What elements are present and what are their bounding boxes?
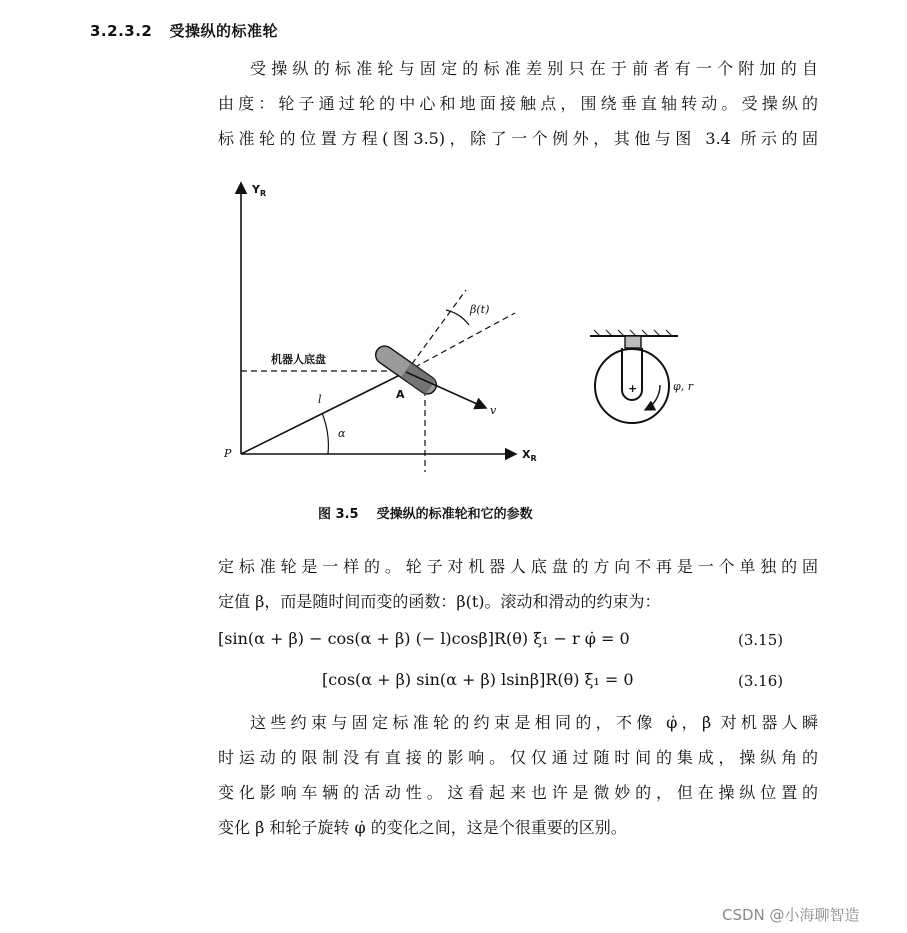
paragraph-discussion — [218, 705, 818, 845]
x-axis-label: $X_R$ — [522, 448, 537, 463]
text-line: 变化影响车辆的活动性。这看起来也许是微妙的，但在操纵位置的 — [218, 783, 818, 802]
wheel-center-mark: + — [628, 382, 638, 395]
equation-3-16: [cos(α + β) sin(α + β) lsinβ]R(θ) ξ̇₁ = 0 — [322, 670, 634, 689]
text-line: 定标准轮是一样的。轮子对机器人底盘的方向不再是一个单独的固 — [218, 557, 818, 576]
text-line: 标准轮的位置方程(图3.5)，除了一个例外，其他与图 3.4 所示的固 — [218, 129, 818, 148]
arm-line — [241, 372, 406, 454]
text-line: 变化 β̇ 和轮子旋转 φ̇ 的变化之间，这是个很重要的区别。 — [218, 818, 627, 837]
text-line: 由度：轮子通过轮的中心和地面接触点，围绕垂直轴转动。受操纵的 — [218, 94, 818, 113]
origin-label: P — [224, 447, 232, 460]
alpha-label: α — [338, 427, 346, 440]
velocity-label: v — [490, 404, 497, 417]
watermark: CSDN @小海聊智造 — [722, 906, 860, 924]
wheel-axis-dashed — [406, 290, 466, 372]
caption-number: 图 3.5 — [318, 507, 359, 522]
y-axis-label: $Y_R$ — [252, 183, 267, 198]
arm-extension-dashed — [406, 313, 515, 372]
figure-caption — [318, 503, 533, 522]
equation-number: (3.16) — [738, 672, 784, 690]
chassis-label: 机器人底盘 — [271, 353, 326, 366]
section-number: 3.2.3.2 — [90, 22, 153, 40]
text-line: 定值 β，而是随时间而变的函数：β(t)。滚动和滑动的约束为： — [218, 592, 661, 611]
equation-number: (3.15) — [738, 631, 784, 649]
equation-3-15: [sin(α + β) − cos(α + β) (− l)cosβ]R(θ) ξ̇₁ − r φ̇ = 0 — [218, 629, 630, 648]
text-line: 时运动的限制没有直接的影响。仅仅通过随时间的集成，操纵角的 — [218, 748, 818, 767]
arm-length-label: l — [318, 393, 322, 406]
wheel-rotation-label: φ, r — [673, 380, 693, 393]
text-line: 受操纵的标准轮与固定的标准差别只在于前者有一个附加的自 — [250, 59, 818, 78]
caption-text: 受操纵的标准轮和它的参数 — [376, 507, 533, 522]
beta-label: β(t) — [470, 303, 490, 316]
point-a-label: A — [396, 388, 405, 401]
alpha-arc — [322, 413, 328, 454]
wheel-side-view — [590, 330, 694, 423]
section-title: 受操纵的标准轮 — [169, 22, 279, 40]
paragraph-continuation — [218, 549, 818, 619]
wheel-pill — [372, 343, 440, 398]
text-line: 这些约束与固定标准轮的约束是相同的，不像 φ̇，β̇ 对机器人瞬 — [250, 713, 818, 732]
